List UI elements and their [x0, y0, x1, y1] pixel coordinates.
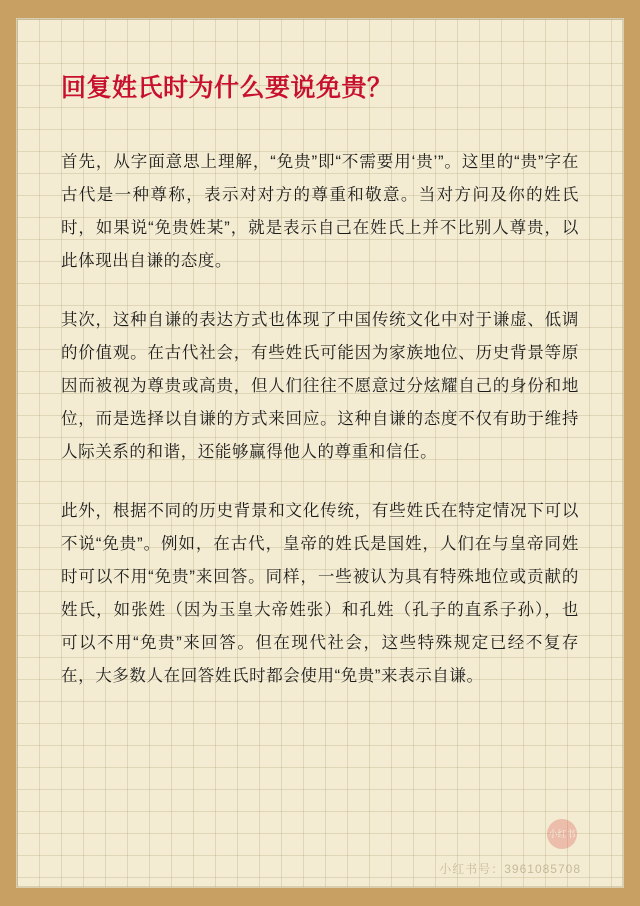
page-title: 回复姓氏时为什么要说免贵？: [61, 74, 393, 102]
watermark-user-id: 小红书号：3961085708: [439, 862, 581, 876]
note-paper: [16, 18, 624, 888]
paragraph-2: 其次，这种自谦的表达方式也体现了中国传统文化中对于谦虚、低调的价值观。在古代社会，有些姓氏可能因为家族地位、历史背景等原因而被视为尊贵或高贵，但人们往往不愿意过分炫耀自己的身份和地位，而是选择以自谦的方式来回应。这种自谦的态度不仅有助于维持人际关系的和谐，还能够赢得他人的尊重和信任。: [61, 311, 579, 461]
paragraph-3: 此外，根据不同的历史背景和文化传统，有些姓氏在特定情况下可以不说“免贵”。例如，在古代，皇帝的姓氏是国姓，人们在与皇帝同姓时可以不用“免贵”来回答。同样，一些被认为具有特殊地位或贡献的姓氏，如张姓（因为玉皇大帝姓张）和孔姓（孔子的直系子孙），也可以不用“免贵”来回答。但在现代社会，这些特殊规定已经不复存在，大多数人在回答姓氏时都会使用“免贵”来表示自谦。: [61, 502, 579, 685]
paragraph-1: 首先，从字面意思上理解，“免贵”即“不需要用‘贵’”。这里的“贵”字在古代是一种尊称，表示对对方的尊重和敬意。当对方问及你的姓氏时，如果说“免贵姓某”，就是表示自己在姓氏上并不比别人尊贵，以此体现出自谦的态度。: [61, 153, 579, 270]
xiaohongshu-watermark-icon: 小红书: [547, 819, 577, 849]
